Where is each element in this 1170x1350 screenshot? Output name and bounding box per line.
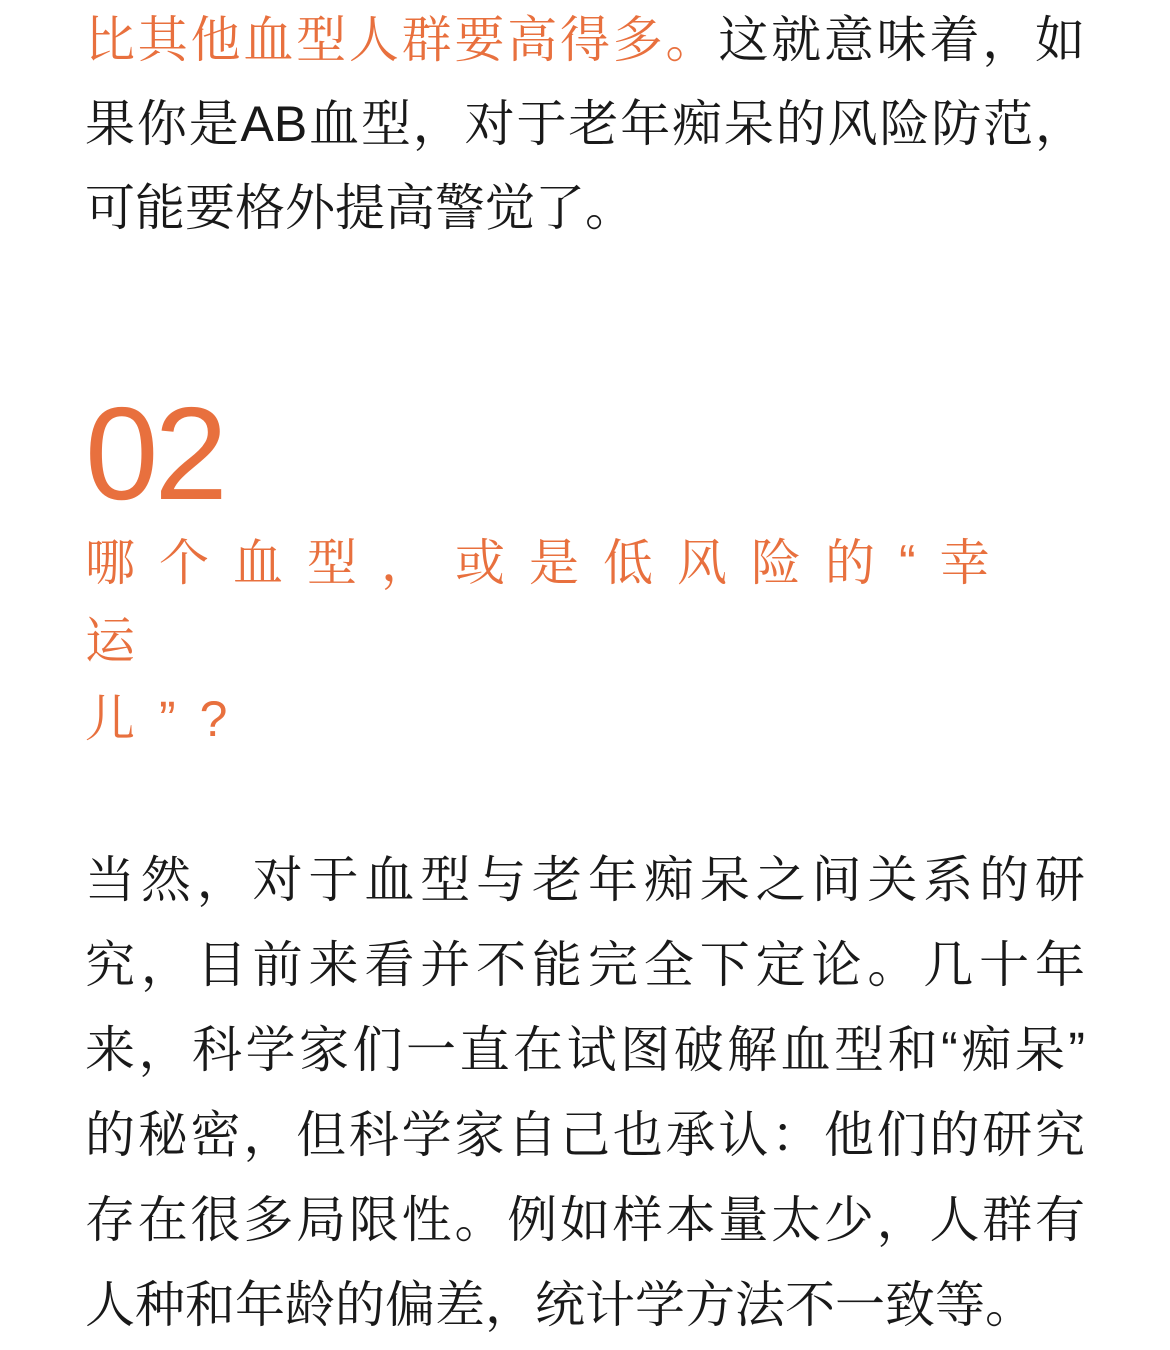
text-line: 果你是AB血型，对于老年痴呆的风险防范， <box>85 96 1085 152</box>
highlighted-sentence: 比其他血型人群要高得多。 <box>85 12 719 68</box>
intro-paragraph <box>85 0 1085 250</box>
body-paragraph <box>85 838 1085 1348</box>
text-line: 存在很多局限性。例如样本量太少，人群有 <box>85 1192 1085 1248</box>
section-title <box>85 524 1085 758</box>
text-line: 可能要格外提高警觉了。 <box>85 180 635 236</box>
section-title-line: 儿”? <box>85 691 252 747</box>
text-line <box>85 0 1085 82</box>
text-line: 人种和年龄的偏差，统计学方法不一致等。 <box>85 1277 1035 1333</box>
text-line: 究，目前来看并不能完全下定论。几十年 <box>85 937 1085 993</box>
section-title-line: 哪个血型，或是低风险的“幸运 <box>85 535 1014 669</box>
section-number: 02 <box>85 380 224 527</box>
text-line: 的秘密，但科学家自己也承认：他们的研究 <box>85 1107 1085 1163</box>
text-line: 当然，对于血型与老年痴呆之间关系的研 <box>85 852 1085 908</box>
text-line: 来，科学家们一直在试图破解血型和“痴呆” <box>85 1022 1085 1078</box>
body-text: 这就意味着，如 <box>718 12 1086 68</box>
